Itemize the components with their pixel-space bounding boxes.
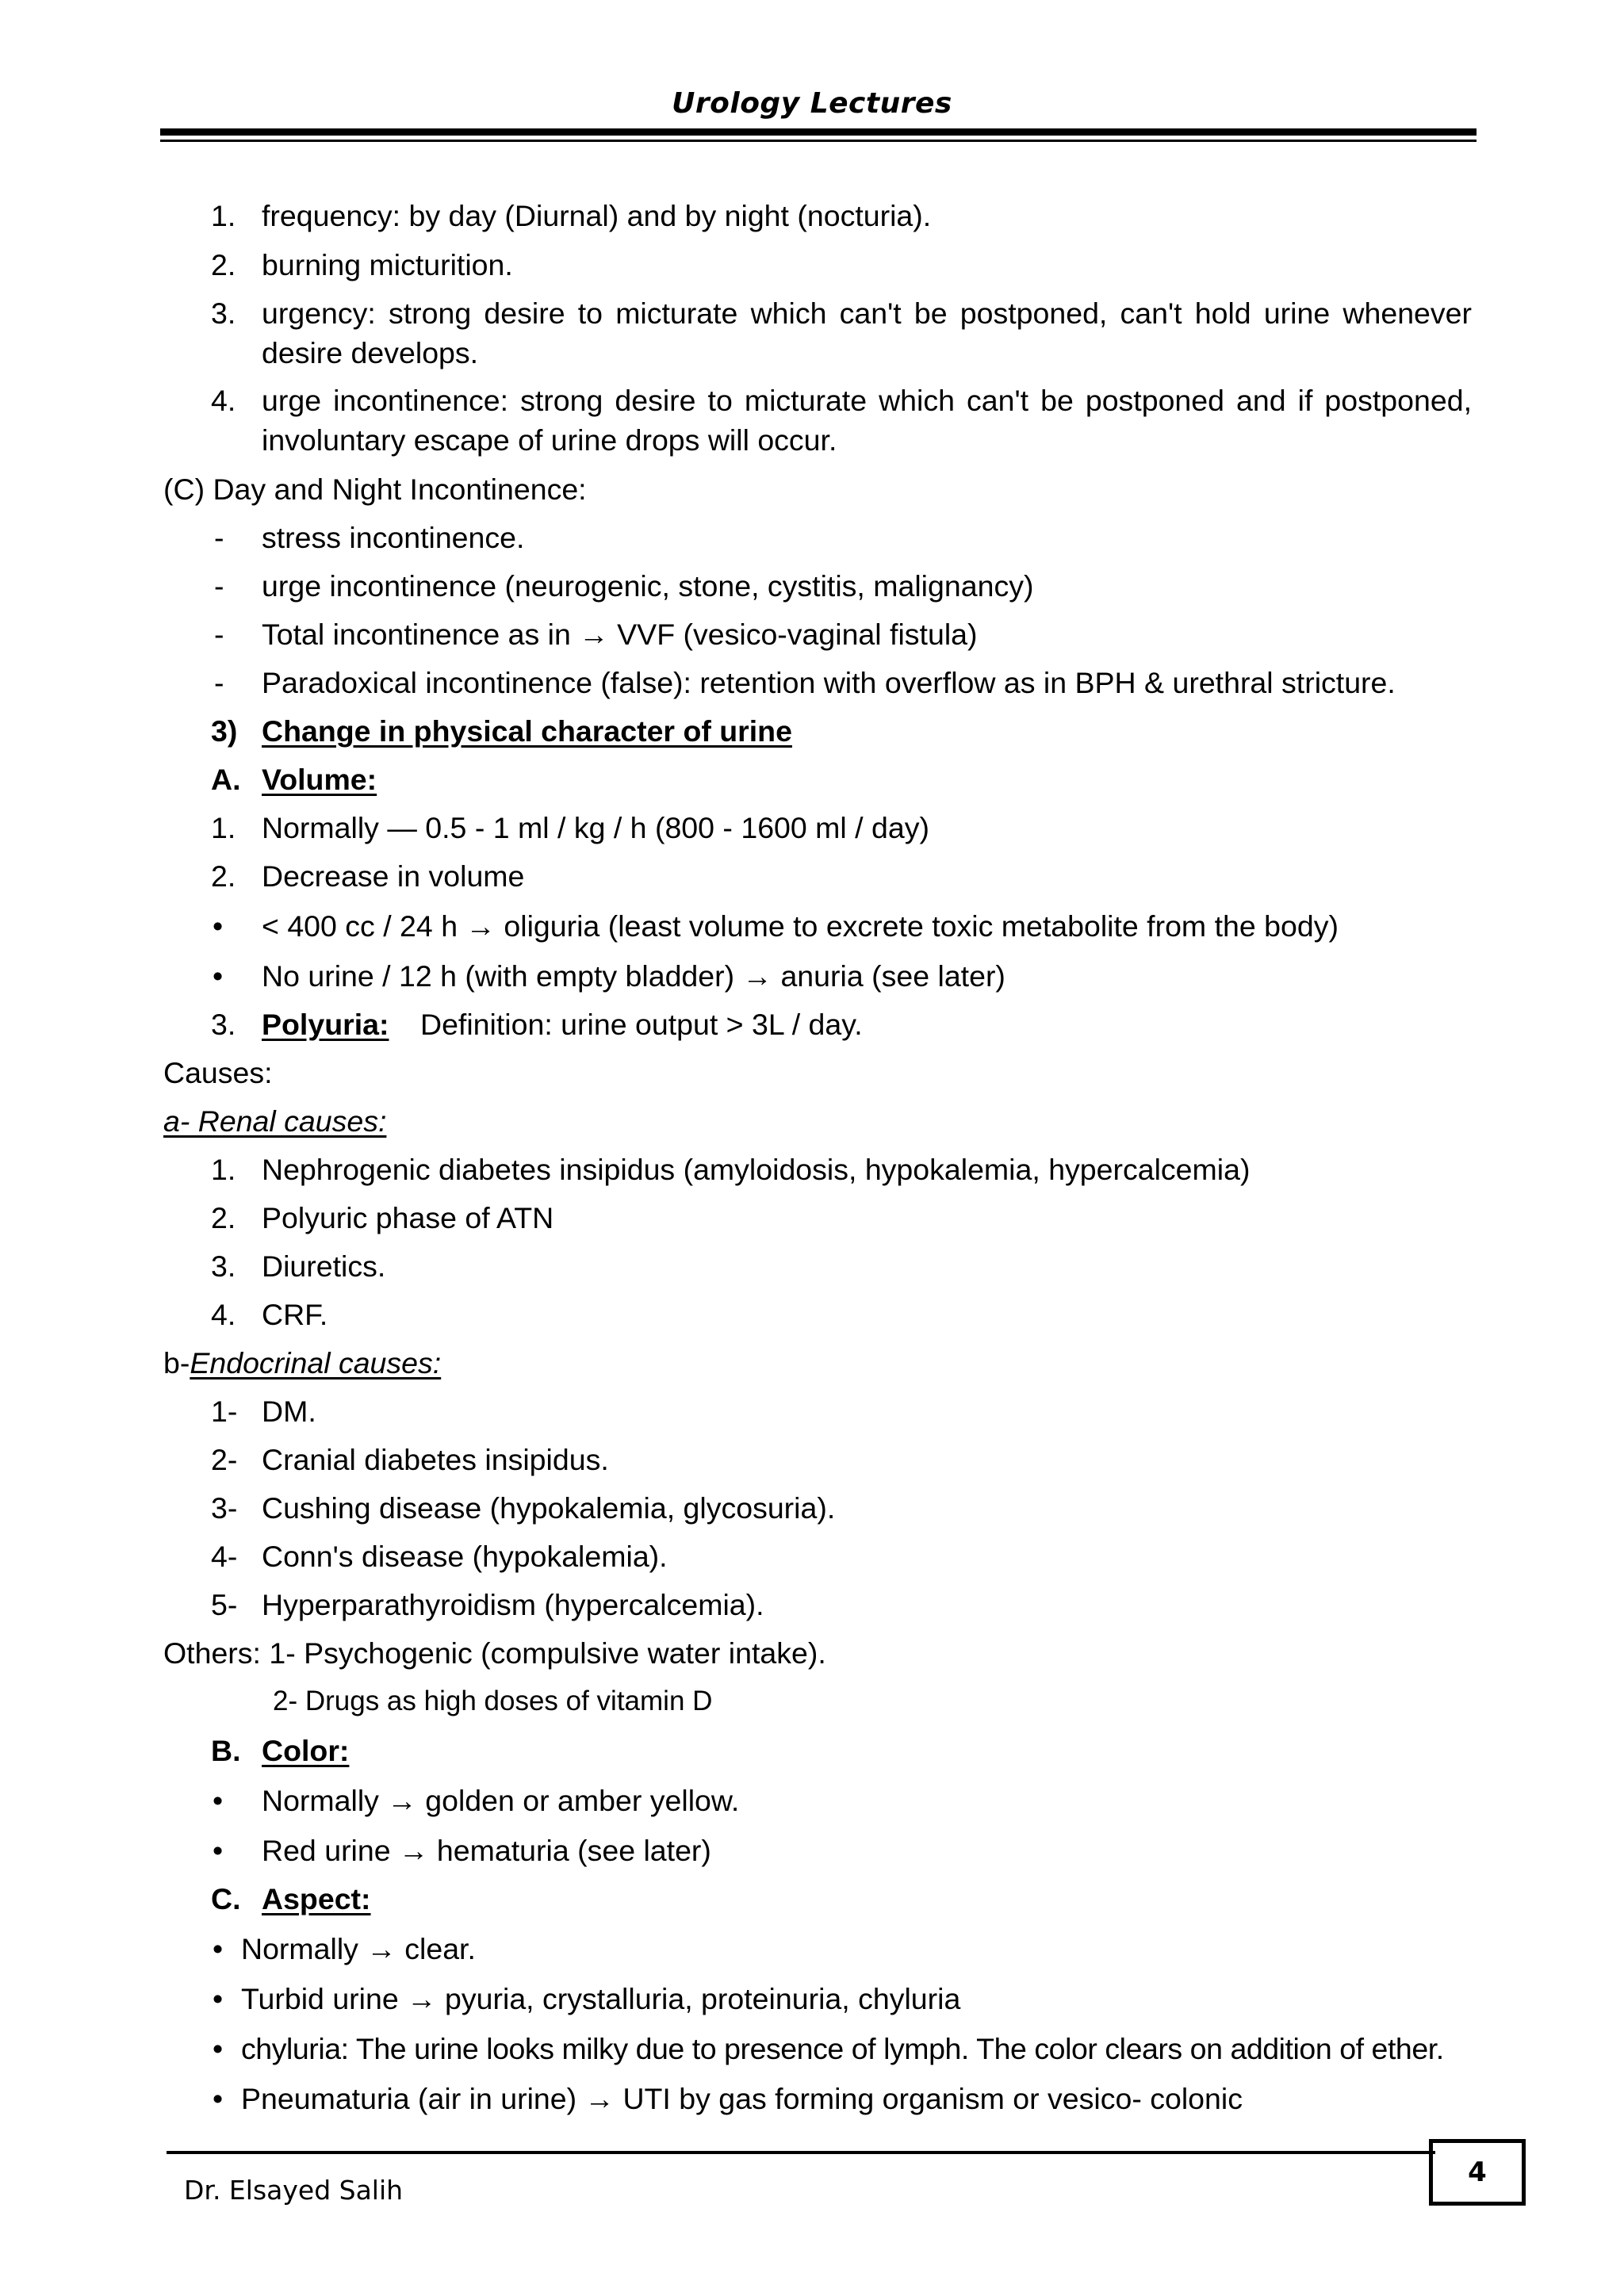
bullet-text: Normally → golden or amber yellow. [262,1784,740,1817]
list-text: urge incontinence (neurogenic, stone, cystitis, malignancy) [262,569,1034,603]
list-text: stress incontinence. [262,521,525,554]
list-text: urge incontinence: strong desire to micturate which can't be postponed and if postponed, [262,384,1472,417]
list-text: Cranial diabetes insipidus. [262,1443,609,1476]
list-marker: 4- [211,1540,238,1573]
subsection-letter: C. [211,1882,241,1915]
heading-prefix: b- [163,1346,190,1380]
subsection-title: Aspect: [262,1882,371,1915]
list-text: involuntary escape of urine drops will occur. [262,423,837,457]
section-title: Change in physical character of urine [262,714,792,748]
list-marker: 1- [211,1395,238,1428]
bullet: • [213,959,224,993]
list-marker: 5- [211,1588,238,1621]
list-marker: 3. [211,1008,236,1041]
bullet: • [213,2082,224,2115]
bullet-text: chyluria: The urine looks milky due to presence of lymph. The color clears on addition of ether. [241,2032,1444,2065]
bullet: • [213,1834,224,1867]
endocrinal-causes-heading [163,1343,441,1383]
bullet: • [213,1784,224,1817]
subsection-letter: B. [211,1734,241,1767]
list-marker: 2. [211,859,236,893]
list-marker: - [214,569,224,603]
header-rule-thick [160,128,1477,136]
subsection-title: Volume: [262,763,377,796]
list-text: Decrease in volume [262,859,525,893]
others-line-2: 2- Drugs as high doses of vitamin D [273,1686,713,1716]
section-heading: (C) Day and Night Incontinence: [163,473,587,506]
list-marker: - [214,618,224,651]
list-term: Polyuria: [262,1008,389,1041]
list-text: Normally — 0.5 - 1 ml / kg / h (800 - 1600 ml / day) [262,811,929,844]
list-text: Paradoxical incontinence (false): retention with overflow as in BPH & urethral stricture. [262,666,1396,699]
list-marker: 4. [211,384,236,417]
list-marker: - [214,666,224,699]
bullet-text: < 400 cc / 24 h → oliguria (least volume to excrete toxic metabolite from the body) [262,909,1339,943]
list-marker: 1. [211,811,236,844]
renal-causes-heading: a- Renal causes: [163,1104,387,1138]
header-rule-thin [160,140,1477,142]
list-marker: 4. [211,1298,236,1331]
bullet-text: Pneumaturia (air in urine) → UTI by gas forming organism or vesico- colonic [241,2082,1243,2115]
list-marker: 2. [211,248,236,281]
list-marker: - [214,521,224,554]
list-text: Hyperparathyroidism (hypercalcemia). [262,1588,764,1621]
footer-author: Dr. Elsayed Salih [184,2175,404,2206]
list-text: DM. [262,1395,316,1428]
bullet: • [213,909,224,943]
list-text: Polyuric phase of ATN [262,1201,554,1234]
list-text: Conn's disease (hypokalemia). [262,1540,668,1573]
page-number: 4 [1468,2156,1487,2188]
heading-text: Endocrinal causes: [190,1346,442,1380]
section-number: 3) [211,714,238,748]
subsection-title: Color: [262,1734,350,1767]
bullet: • [213,2032,224,2065]
list-definition: Definition: urine output > 3L / day. [420,1008,863,1041]
bullet-text: No urine / 12 h (with empty bladder) → anuria (see later) [262,959,1005,993]
list-text: burning micturition. [262,248,513,281]
list-marker: 3. [211,297,236,330]
list-text: Diuretics. [262,1249,386,1283]
footer-rule [167,2151,1435,2154]
list-marker: 2- [211,1443,238,1476]
list-marker: 1. [211,199,236,232]
others-line: Others: 1- Psychogenic (compulsive water intake). [163,1636,826,1670]
list-marker: 3. [211,1249,236,1283]
header-title: Urology Lectures [672,87,952,120]
list-text: frequency: by day (Diurnal) and by night (nocturia). [262,199,932,232]
subsection-letter: A. [211,763,241,796]
bullet-text: Red urine → hematuria (see later) [262,1834,711,1867]
causes-label: Causes: [163,1056,273,1089]
list-marker: 1. [211,1153,236,1186]
list-text: desire develops. [262,336,479,369]
bullet: • [213,1932,224,1965]
list-marker: 2. [211,1201,236,1234]
list-text: Cushing disease (hypokalemia, glycosuria). [262,1491,836,1525]
list-text: Nephrogenic diabetes insipidus (amyloidosis, hypokalemia, hypercalcemia) [262,1153,1251,1186]
bullet: • [213,1982,224,2015]
list-marker: 3- [211,1491,238,1525]
list-text: Total incontinence as in → VVF (vesico-vaginal fistula) [262,618,978,651]
list-text: CRF. [262,1298,328,1331]
list-text: urgency: strong desire to micturate which can't be postponed, can't hold urine whenever [262,297,1472,330]
bullet-text: Normally → clear. [241,1932,476,1965]
bullet-text: Turbid urine → pyuria, crystalluria, proteinuria, chyluria [241,1982,961,2015]
